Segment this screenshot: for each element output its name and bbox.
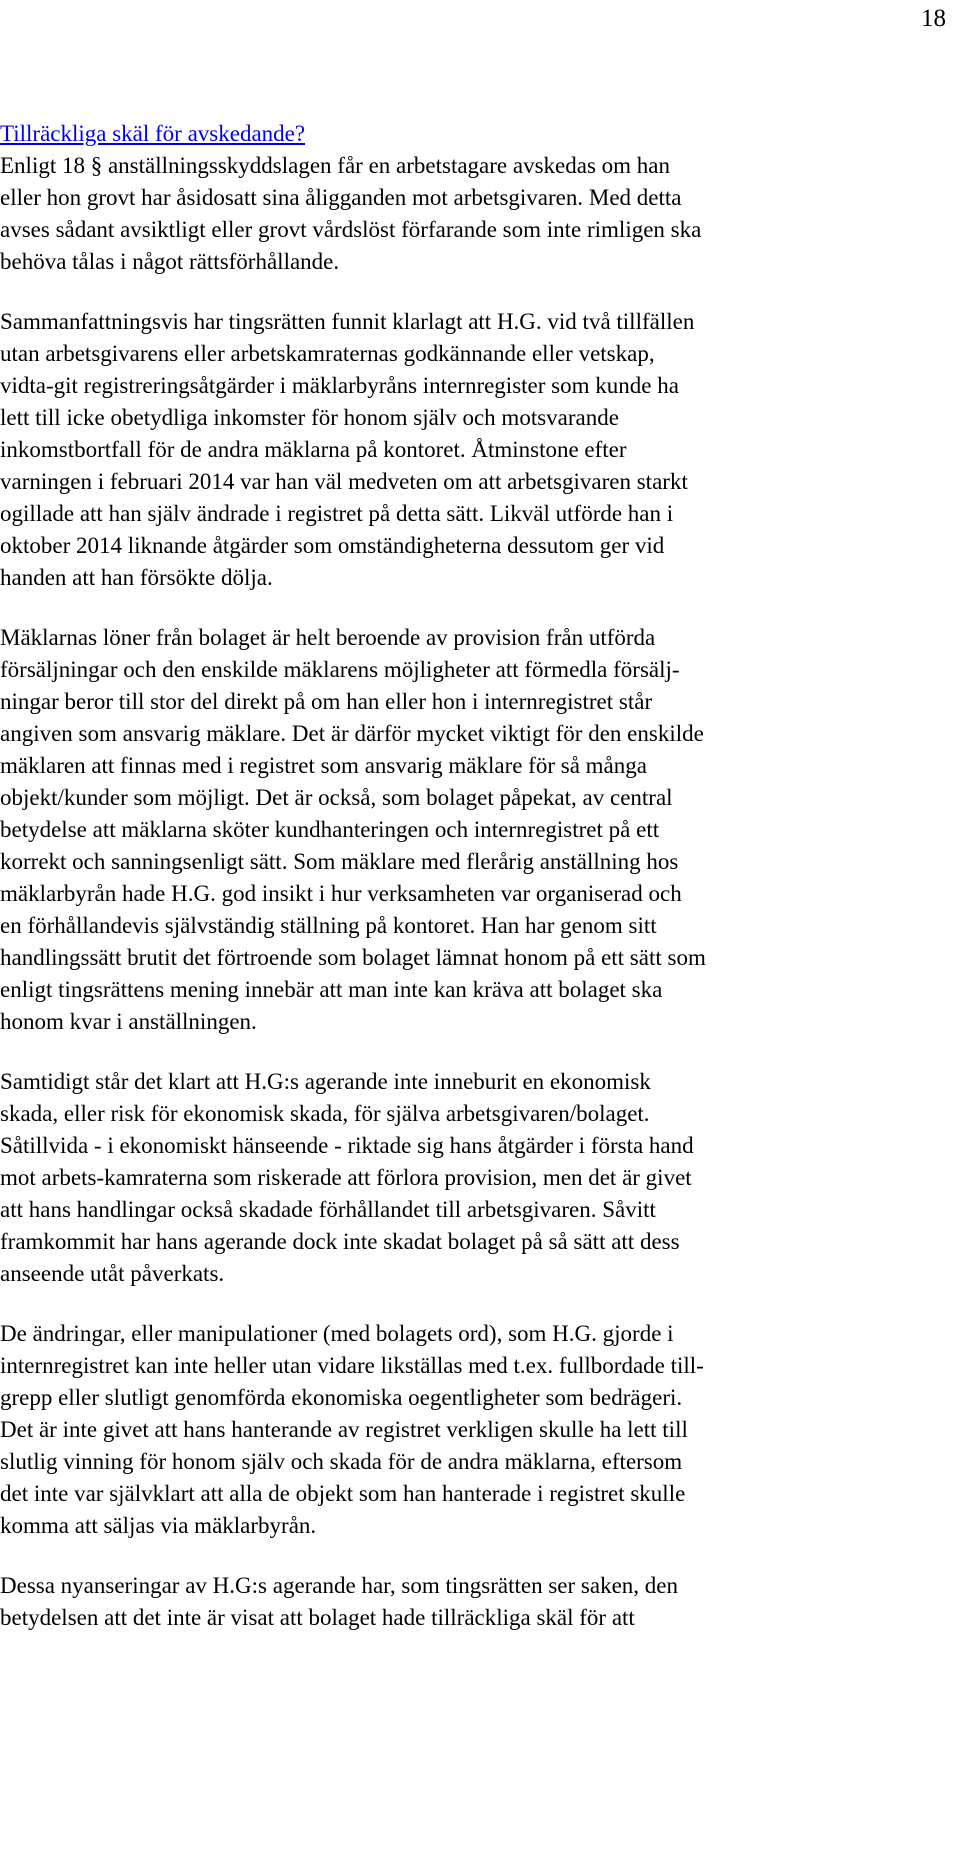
text-line: komma att säljas via mäklarbyrån. bbox=[0, 1513, 317, 1538]
paragraph bbox=[0, 306, 944, 594]
text-line: inkomstbortfall för de andra mäklarna på kontoret. Åtminstone efter bbox=[0, 437, 627, 462]
text-line: handlingssätt brutit det förtroende som bolaget lämnat honom på ett sätt som bbox=[0, 945, 706, 970]
paragraph bbox=[0, 1066, 944, 1290]
document-body bbox=[0, 118, 944, 1662]
text-line: grepp eller slutligt genomförda ekonomiska oegentligheter som bedrägeri. bbox=[0, 1385, 683, 1410]
text-line: handen att han försökte dölja. bbox=[0, 565, 273, 590]
text-line: Dessa nyanseringar av H.G:s agerande har, som tingsrätten ser saken, den bbox=[0, 1573, 678, 1598]
text-line: slutlig vinning för honom själv och skada för de andra mäklarna, eftersom bbox=[0, 1449, 683, 1474]
text-line: enligt tingsrättens mening innebär att man inte kan kräva att bolaget ska bbox=[0, 977, 663, 1002]
page-number: 18 bbox=[921, 5, 946, 32]
text-line: vidta-git registreringsåtgärder i mäklarbyråns internregister som kunde ha bbox=[0, 373, 679, 398]
text-line: honom kvar i anställningen. bbox=[0, 1009, 257, 1034]
text-line: Såtillvida - i ekonomiskt hänseende - riktade sig hans åtgärder i första hand bbox=[0, 1133, 694, 1158]
paragraph bbox=[0, 118, 944, 278]
text-line: utan arbetsgivarens eller arbetskamraternas godkännande eller vetskap, bbox=[0, 341, 655, 366]
text-line: Mäklarnas löner från bolaget är helt beroende av provision från utförda bbox=[0, 625, 656, 650]
text-line: försäljningar och den enskilde mäklarens möjligheter att förmedla försälj- bbox=[0, 657, 680, 682]
text-line: De ändringar, eller manipulationer (med bolagets ord), som H.G. gjorde i bbox=[0, 1321, 674, 1346]
text-line: oktober 2014 liknande åtgärder som omständigheterna dessutom ger vid bbox=[0, 533, 665, 558]
paragraph bbox=[0, 1318, 944, 1542]
text-line: Enligt 18 § anställningsskyddslagen får en arbetstagare avskedas om han bbox=[0, 153, 671, 178]
text-line: objekt/kunder som möjligt. Det är också, som bolaget påpekat, av central bbox=[0, 785, 673, 810]
paragraph bbox=[0, 622, 944, 1038]
text-line: lett till icke obetydliga inkomster för honom själv och motsvarande bbox=[0, 405, 619, 430]
text-line: mot arbets-kamraterna som riskerade att förlora provision, men det är givet bbox=[0, 1165, 692, 1190]
text-line: Sammanfattningsvis har tingsrätten funnit klarlagt att H.G. vid två tillfällen bbox=[0, 309, 695, 334]
text-line: avses sådant avsiktligt eller grovt vårdslöst förfarande som inte rimligen ska bbox=[0, 217, 702, 242]
text-line: Samtidigt står det klart att H.G:s agerande inte inneburit en ekonomisk bbox=[0, 1069, 651, 1094]
section-heading: Tillräckliga skäl för avskedande? bbox=[0, 121, 306, 146]
text-line: framkommit har hans agerande dock inte skadat bolaget på så sätt att dess bbox=[0, 1229, 680, 1254]
text-line: betydelse att mäklarna sköter kundhanteringen och internregistret på ett bbox=[0, 817, 660, 842]
text-line: skada, eller risk för ekonomisk skada, för själva arbetsgivaren/bolaget. bbox=[0, 1101, 650, 1126]
text-line: anseende utåt påverkats. bbox=[0, 1261, 225, 1286]
paragraph bbox=[0, 1570, 944, 1634]
text-line: internregistret kan inte heller utan vidare likställas med t.ex. fullbordade till- bbox=[0, 1353, 704, 1378]
text-line: att hans handlingar också skadade förhållandet till arbetsgivaren. Såvitt bbox=[0, 1197, 656, 1222]
text-line: en förhållandevis självständig ställning på kontoret. Han har genom sitt bbox=[0, 913, 657, 938]
text-line: angiven som ansvarig mäklare. Det är därför mycket viktigt för den enskilde bbox=[0, 721, 704, 746]
text-line: ningar beror till stor del direkt på om han eller hon i internregistret står bbox=[0, 689, 653, 714]
text-line: varningen i februari 2014 var han väl medveten om att arbetsgivaren starkt bbox=[0, 469, 688, 494]
text-line: eller hon grovt har åsidosatt sina åligganden mot arbetsgivaren. Med detta bbox=[0, 185, 682, 210]
text-line: mäklaren att finnas med i registret som ansvarig mäklare för så många bbox=[0, 753, 647, 778]
text-line: behöva tålas i något rättsförhållande. bbox=[0, 249, 340, 274]
text-line: mäklarbyrån hade H.G. god insikt i hur verksamheten var organiserad och bbox=[0, 881, 682, 906]
text-line: korrekt och sanningsenligt sätt. Som mäklare med flerårig anställning hos bbox=[0, 849, 679, 874]
text-line: betydelsen att det inte är visat att bolaget hade tillräckliga skäl för att bbox=[0, 1605, 635, 1630]
text-line: det inte var självklart att alla de objekt som han hanterade i registret skulle bbox=[0, 1481, 686, 1506]
text-line: ogillade att han själv ändrade i registret på detta sätt. Likväl utförde han i bbox=[0, 501, 674, 526]
text-line: Det är inte givet att hans hanterande av registret verkligen skulle ha lett till bbox=[0, 1417, 688, 1442]
